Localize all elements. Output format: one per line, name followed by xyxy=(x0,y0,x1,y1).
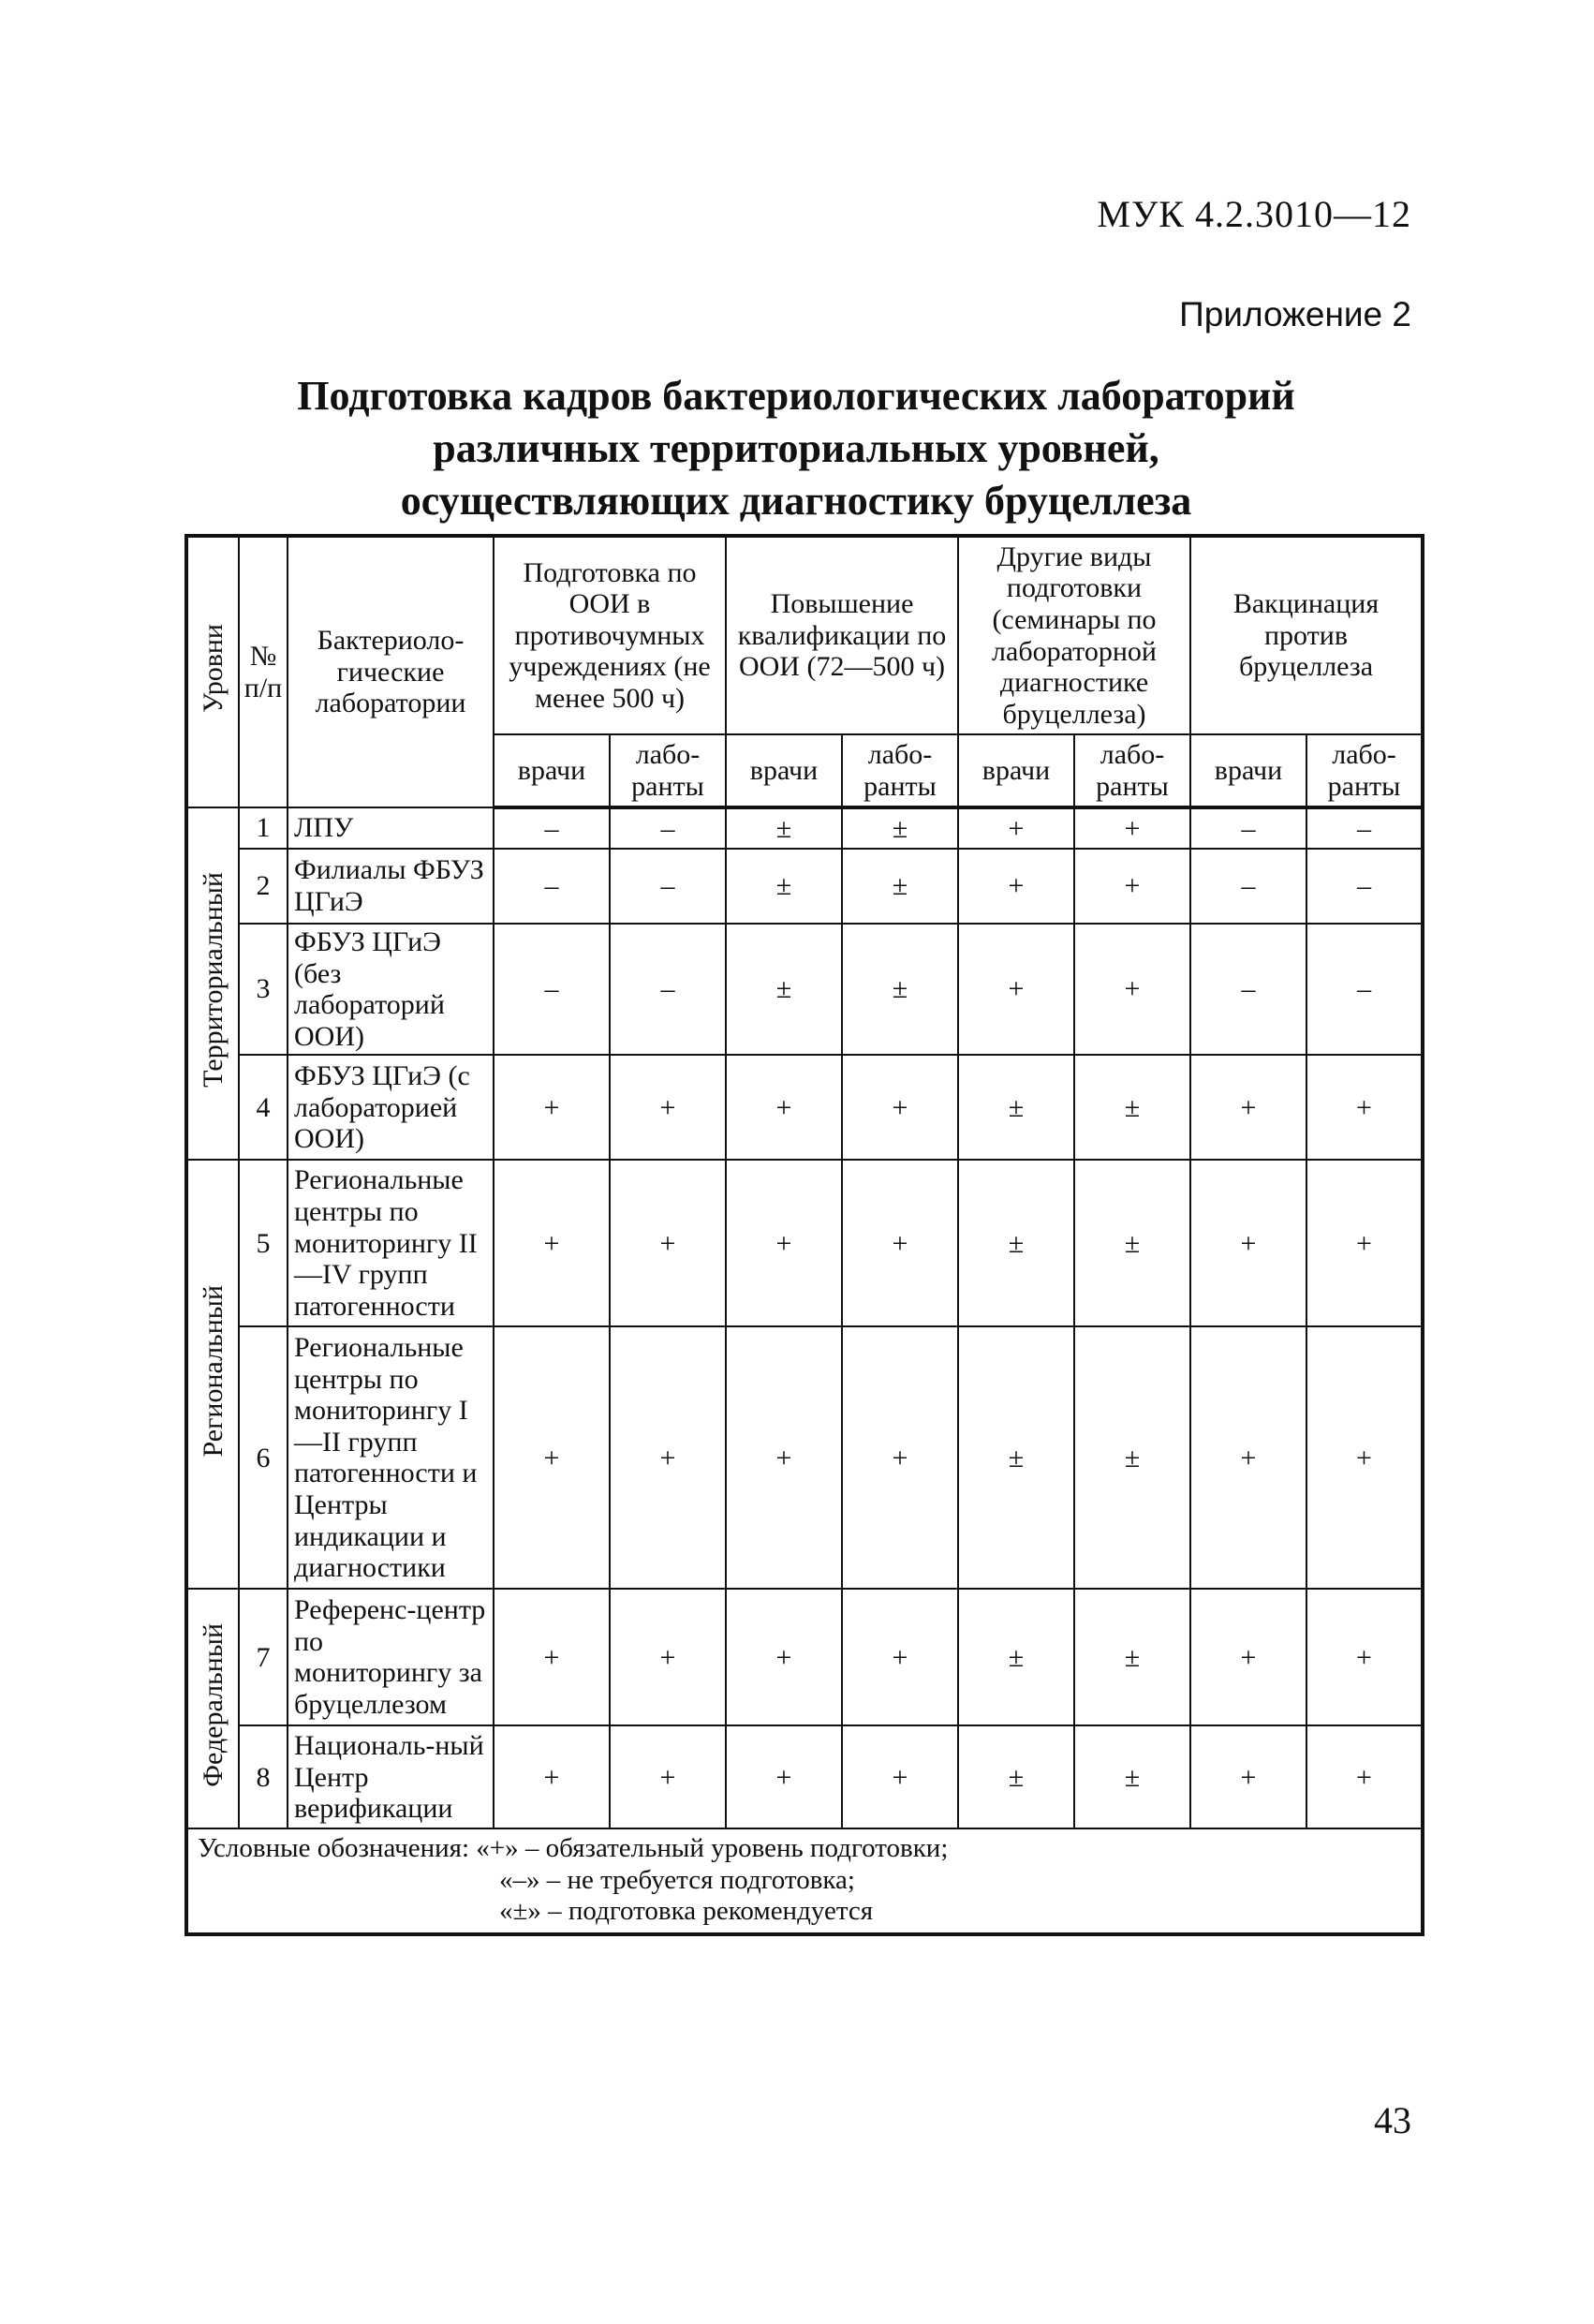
page-title xyxy=(187,370,1405,527)
group-header-4: Вакцинация против бруцеллеза xyxy=(1190,536,1423,734)
cell-value: + xyxy=(1306,1589,1423,1725)
cell-value: ± xyxy=(958,1326,1074,1589)
table-row xyxy=(186,1725,1423,1828)
lab-name: Региональные центры по мониторингу I—II групп патогенности и Центры индикации и диагностики xyxy=(288,1326,494,1589)
cell-value: – xyxy=(1190,924,1306,1055)
row-number: 3 xyxy=(239,924,288,1055)
cell-value: ± xyxy=(1074,1326,1190,1589)
table-row xyxy=(186,1055,1423,1160)
cell-value: + xyxy=(494,1160,610,1326)
cell-value: + xyxy=(610,1589,726,1725)
page-number: 43 xyxy=(1374,2099,1411,2141)
cell-value: – xyxy=(1190,807,1306,849)
lab-assistants-header: лабо-ранты xyxy=(1306,734,1423,807)
cell-value: ± xyxy=(1074,1725,1190,1828)
table-row xyxy=(186,1326,1423,1589)
table-row xyxy=(186,849,1423,924)
cell-value: – xyxy=(1306,807,1423,849)
cell-value: – xyxy=(610,807,726,849)
legend-line-3: «±» – подготовка рекомендуется xyxy=(499,1896,874,1927)
cell-value: + xyxy=(958,849,1074,924)
cell-value: + xyxy=(842,1725,958,1828)
cell-value: ± xyxy=(958,1160,1074,1326)
lab-name: ФБУЗ ЦГиЭ (с лабораторией ООИ) xyxy=(288,1055,494,1160)
doctors-header: врачи xyxy=(958,734,1074,807)
cell-value: – xyxy=(494,849,610,924)
row-number: 1 xyxy=(239,807,288,849)
cell-value: + xyxy=(726,1589,842,1725)
cell-value: ± xyxy=(958,1725,1074,1828)
lab-name: Филиалы ФБУЗ ЦГиЭ xyxy=(288,849,494,924)
table-row xyxy=(186,1160,1423,1326)
cell-value: – xyxy=(1306,924,1423,1055)
cell-value: + xyxy=(958,807,1074,849)
cell-value: ± xyxy=(1074,1589,1190,1725)
row-number: 6 xyxy=(239,1326,288,1589)
labs-header: Бактериоло-гические лаборатории xyxy=(288,536,494,807)
cell-value: + xyxy=(1190,1160,1306,1326)
title-line-2: различных территориальных уровней, xyxy=(433,424,1159,471)
cell-value: + xyxy=(1074,924,1190,1055)
title-line-1: Подготовка кадров бактериологических лабораторий xyxy=(297,373,1295,419)
training-table-wrapper xyxy=(184,534,1424,1936)
num-header: № п/п xyxy=(239,536,288,807)
title-line-3: осуществляющих диагностику бруцеллеза xyxy=(400,477,1192,524)
cell-value: + xyxy=(1306,1055,1423,1160)
cell-value: + xyxy=(726,1725,842,1828)
lab-assistants-header: лабо-ранты xyxy=(610,734,726,807)
cell-value: – xyxy=(1190,849,1306,924)
cell-value: + xyxy=(610,1725,726,1828)
doctors-header: врачи xyxy=(1190,734,1306,807)
cell-value: + xyxy=(1074,849,1190,924)
cell-value: – xyxy=(494,807,610,849)
level-territorial: Территориальный xyxy=(186,807,239,1160)
cell-value: ± xyxy=(842,807,958,849)
lab-name: ФБУЗ ЦГиЭ (без лабораторий ООИ) xyxy=(288,924,494,1055)
table-row xyxy=(186,807,1423,849)
lab-name: Региональные центры по мониторингу II—IV групп патогенности xyxy=(288,1160,494,1326)
lab-assistants-header: лабо-ранты xyxy=(842,734,958,807)
appendix-label: Приложение 2 xyxy=(1179,295,1411,333)
cell-value: – xyxy=(610,924,726,1055)
cell-value: + xyxy=(1306,1326,1423,1589)
cell-value: – xyxy=(610,849,726,924)
legend-line-2: «–» – не требуется подготовка; xyxy=(499,1864,855,1895)
cell-value: ± xyxy=(726,849,842,924)
cell-value: + xyxy=(610,1055,726,1160)
cell-value: + xyxy=(494,1055,610,1160)
cell-value: + xyxy=(842,1160,958,1326)
row-number: 2 xyxy=(239,849,288,924)
cell-value: + xyxy=(1074,807,1190,849)
lab-name: Националь-ный Центр верификации xyxy=(288,1725,494,1828)
cell-value: ± xyxy=(842,924,958,1055)
cell-value: ± xyxy=(1074,1160,1190,1326)
cell-value: – xyxy=(494,924,610,1055)
row-number: 5 xyxy=(239,1160,288,1326)
cell-value: + xyxy=(1306,1160,1423,1326)
doctors-header: врачи xyxy=(494,734,610,807)
cell-value: + xyxy=(842,1589,958,1725)
cell-value: + xyxy=(494,1589,610,1725)
cell-value: + xyxy=(1190,1725,1306,1828)
cell-value: + xyxy=(958,924,1074,1055)
legend xyxy=(186,1828,1423,1934)
cell-value: + xyxy=(1190,1589,1306,1725)
row-number: 7 xyxy=(239,1589,288,1725)
cell-value: ± xyxy=(1074,1055,1190,1160)
group-header-2: Повышение квалификации по ООИ (72—500 ч) xyxy=(726,536,958,734)
cell-value: + xyxy=(1190,1055,1306,1160)
cell-value: + xyxy=(726,1326,842,1589)
row-number: 4 xyxy=(239,1055,288,1160)
cell-value: + xyxy=(842,1326,958,1589)
cell-value: ± xyxy=(958,1589,1074,1725)
doctors-header: врачи xyxy=(726,734,842,807)
cell-value: – xyxy=(1306,849,1423,924)
cell-value: ± xyxy=(958,1055,1074,1160)
group-header-3: Другие виды подготовки (семинары по лабораторной диагностике бруцеллеза) xyxy=(958,536,1190,734)
cell-value: + xyxy=(726,1055,842,1160)
cell-value: ± xyxy=(726,807,842,849)
table-row xyxy=(186,924,1423,1055)
lab-name: ЛПУ xyxy=(288,807,494,849)
cell-value: + xyxy=(842,1055,958,1160)
lab-assistants-header: лабо-ранты xyxy=(1074,734,1190,807)
header-row-1 xyxy=(186,536,1423,734)
cell-value: + xyxy=(1306,1725,1423,1828)
table-row xyxy=(186,1589,1423,1725)
cell-value: ± xyxy=(726,924,842,1055)
levels-header: Уровни xyxy=(186,536,239,807)
cell-value: + xyxy=(494,1725,610,1828)
cell-value: + xyxy=(1190,1326,1306,1589)
legend-row xyxy=(186,1828,1423,1934)
group-header-1: Подготовка по ООИ в противочумных учреждениях (не менее 500 ч) xyxy=(494,536,726,734)
lab-name: Референс-центр по мониторингу за бруцеллезом xyxy=(288,1589,494,1725)
cell-value: + xyxy=(610,1160,726,1326)
level-regional: Региональный xyxy=(186,1160,239,1589)
training-table xyxy=(184,534,1424,1936)
legend-line-1: Условные обозначения: «+» – обязательный уровень подготовки; xyxy=(198,1833,949,1864)
cell-value: + xyxy=(494,1326,610,1589)
level-federal: Федеральный xyxy=(186,1589,239,1828)
cell-value: + xyxy=(726,1160,842,1326)
document-code: МУК 4.2.3010—12 xyxy=(1097,193,1411,235)
cell-value: ± xyxy=(842,849,958,924)
cell-value: + xyxy=(610,1326,726,1589)
row-number: 8 xyxy=(239,1725,288,1828)
